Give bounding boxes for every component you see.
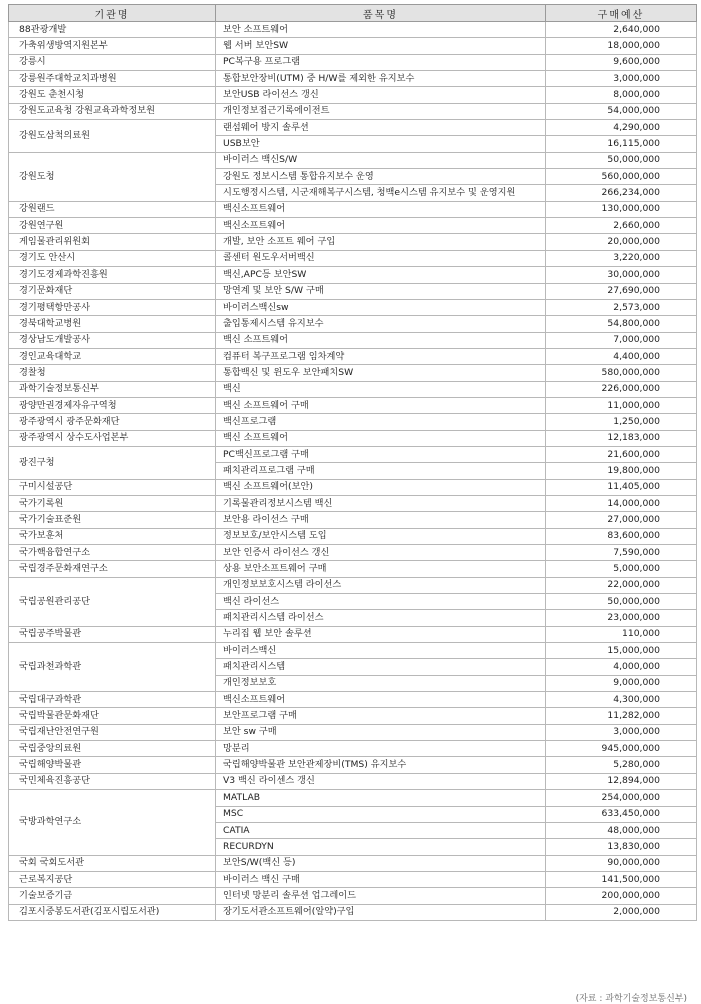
table-row [9,724,697,740]
item-cell: 백신프로그램 [216,414,546,430]
org-cell: 국립공주박물관 [9,626,216,642]
table-row [9,348,697,364]
item-cell: 보안S/W(백신 등) [216,855,546,871]
table-row [9,528,697,544]
item-cell: 기록물관리정보시스템 백신 [216,495,546,511]
item-cell: 바이러스 백신 구매 [216,871,546,887]
table-row [9,643,697,659]
budget-cell: 2,640,000 [546,22,697,38]
budget-cell: 2,000,000 [546,904,697,920]
item-cell: 망연계 및 보안 S/W 구매 [216,283,546,299]
org-cell: 김포시중봉도서관(김포시립도서관) [9,904,216,920]
budget-cell: 11,000,000 [546,397,697,413]
table-row [9,414,697,430]
table-row [9,757,697,773]
table-row [9,871,697,887]
item-cell: 망분리 [216,741,546,757]
table-row [9,397,697,413]
org-cell: 과학기술정보통신부 [9,381,216,397]
table-row [9,692,697,708]
item-cell: 통합보안장비(UTM) 중 H/W를 제외한 유지보수 [216,71,546,87]
item-cell: 백신 [216,381,546,397]
item-cell: 출입통제시스템 유지보수 [216,316,546,332]
table-row [9,626,697,642]
item-cell: 개인정보접근기록에이전트 [216,103,546,119]
org-cell: 경인교육대학교 [9,348,216,364]
budget-cell: 16,115,000 [546,136,697,152]
item-cell: 백신 소프트웨어 [216,430,546,446]
budget-cell: 633,450,000 [546,806,697,822]
table-row [9,561,697,577]
item-cell: 패치관리프로그램 구매 [216,463,546,479]
item-cell: 개인정보보호 [216,675,546,691]
org-cell: 국립해양박물관 [9,757,216,773]
budget-cell: 2,573,000 [546,299,697,315]
table-row [9,741,697,757]
budget-cell: 4,300,000 [546,692,697,708]
table-row [9,234,697,250]
org-cell: 국립대구과학관 [9,692,216,708]
table-row [9,250,697,266]
org-cell: 광진구청 [9,446,216,479]
org-cell: 강원도청 [9,152,216,201]
item-cell: 웹 서버 보안SW [216,38,546,54]
table-row [9,218,697,234]
item-cell: 컴퓨터 복구프로그램 임차계약 [216,348,546,364]
org-cell: 강원도삼척의료원 [9,120,216,153]
org-cell: 경기도 안산시 [9,250,216,266]
table-row [9,365,697,381]
table-row [9,87,697,103]
budget-cell: 226,000,000 [546,381,697,397]
budget-cell: 12,894,000 [546,773,697,789]
table-row [9,267,697,283]
table-row [9,103,697,119]
budget-cell: 7,000,000 [546,332,697,348]
org-cell: 국가보훈처 [9,528,216,544]
budget-cell: 4,400,000 [546,348,697,364]
budget-cell: 200,000,000 [546,888,697,904]
budget-cell: 11,405,000 [546,479,697,495]
budget-cell: 27,000,000 [546,512,697,528]
item-cell: PC복구용 프로그램 [216,54,546,70]
table-row [9,71,697,87]
org-cell: 국립경주문화재연구소 [9,561,216,577]
org-cell: 국회 국회도서관 [9,855,216,871]
org-cell: 경기평택항만공사 [9,299,216,315]
budget-cell: 3,000,000 [546,724,697,740]
item-cell: 시도행정시스템, 시군재해복구시스템, 청백e시스템 유지보수 및 운영지원 [216,185,546,201]
table-row [9,201,697,217]
item-cell: MATLAB [216,790,546,806]
item-cell: 정보보호/보안시스템 도입 [216,528,546,544]
budget-cell: 13,830,000 [546,839,697,855]
header-row [9,5,697,22]
org-cell: 국립박물관문화재단 [9,708,216,724]
budget-cell: 21,600,000 [546,446,697,462]
item-cell: 콜센터 원도우서버백신 [216,250,546,266]
budget-cell: 20,000,000 [546,234,697,250]
org-cell: 강원랜드 [9,201,216,217]
budget-cell: 130,000,000 [546,201,697,217]
org-cell: 국방과학연구소 [9,790,216,855]
org-cell: 광주광역시 상수도사업본부 [9,430,216,446]
budget-cell: 54,000,000 [546,103,697,119]
org-cell: 구미시설공단 [9,479,216,495]
table-row [9,430,697,446]
table-row [9,495,697,511]
budget-cell: 7,590,000 [546,545,697,561]
org-cell: 국가핵융합연구소 [9,545,216,561]
item-cell: 백신소프트웨어 [216,218,546,234]
budget-cell: 54,800,000 [546,316,697,332]
item-cell: 바이러스 백신S/W [216,152,546,168]
item-cell: 보안용 라이선스 구매 [216,512,546,528]
item-cell: 백신소프트웨어 [216,201,546,217]
budget-cell: 30,000,000 [546,267,697,283]
org-cell: 근로복지공단 [9,871,216,887]
table-row [9,790,697,806]
budget-cell: 560,000,000 [546,169,697,185]
budget-cell: 2,660,000 [546,218,697,234]
table-row [9,299,697,315]
table-row [9,479,697,495]
budget-cell: 22,000,000 [546,577,697,593]
budget-cell: 8,000,000 [546,87,697,103]
budget-cell: 4,000,000 [546,659,697,675]
item-cell: 바이러스백신 [216,643,546,659]
table-row [9,446,697,462]
item-cell: 상용 보안소프트웨어 구매 [216,561,546,577]
org-cell: 국가기록원 [9,495,216,511]
item-cell: RECURDYN [216,839,546,855]
budget-table [8,4,697,921]
item-cell: 개발, 보안 소프트 웨어 구입 [216,234,546,250]
table-row [9,120,697,136]
org-cell: 국민체육진흥공단 [9,773,216,789]
budget-cell: 4,290,000 [546,120,697,136]
org-cell: 경기문화재단 [9,283,216,299]
item-cell: 백신,APC등 보안SW [216,267,546,283]
org-cell: 경상남도개발공사 [9,332,216,348]
org-cell: 강원도 춘천시청 [9,87,216,103]
item-cell: 보안 소프트웨어 [216,22,546,38]
org-cell: 국립과천과학관 [9,643,216,692]
item-cell: 인터넷 망분리 솔루션 업그레이드 [216,888,546,904]
org-cell: 국립재난안전연구원 [9,724,216,740]
org-cell: 경북대학교병원 [9,316,216,332]
item-cell: 백신 소프트웨어 [216,332,546,348]
org-cell: 게임물관리위원회 [9,234,216,250]
table-row [9,904,697,920]
budget-cell: 5,000,000 [546,561,697,577]
budget-cell: 580,000,000 [546,365,697,381]
table-row [9,855,697,871]
budget-cell: 14,000,000 [546,495,697,511]
table-row [9,332,697,348]
org-cell: 강원연구원 [9,218,216,234]
table-row [9,152,697,168]
item-cell: 바이러스백신sw [216,299,546,315]
org-cell: 강릉시 [9,54,216,70]
budget-cell: 18,000,000 [546,38,697,54]
budget-cell: 48,000,000 [546,822,697,838]
budget-cell: 5,280,000 [546,757,697,773]
org-cell: 가축위생방역지원본부 [9,38,216,54]
org-cell: 국립공원관리공단 [9,577,216,626]
table-row [9,38,697,54]
budget-cell: 141,500,000 [546,871,697,887]
table-row [9,316,697,332]
budget-cell: 110,000 [546,626,697,642]
table-row [9,708,697,724]
table-row [9,512,697,528]
item-cell: V3 백신 라이센스 갱신 [216,773,546,789]
budget-cell: 27,690,000 [546,283,697,299]
budget-cell: 945,000,000 [546,741,697,757]
budget-cell: 19,800,000 [546,463,697,479]
item-cell: 패치관리시스템 [216,659,546,675]
budget-cell: 83,600,000 [546,528,697,544]
budget-cell: 15,000,000 [546,643,697,659]
item-cell: 보안USB 라이선스 갱신 [216,87,546,103]
org-cell: 기술보증기금 [9,888,216,904]
budget-cell: 11,282,000 [546,708,697,724]
table-body [9,22,697,921]
org-cell: 광주광역시 광주문화재단 [9,414,216,430]
item-cell: CATIA [216,822,546,838]
item-cell: 백신 라이선스 [216,594,546,610]
budget-cell: 3,220,000 [546,250,697,266]
table-row [9,888,697,904]
header-org: 기관명 [9,5,216,22]
budget-cell: 12,183,000 [546,430,697,446]
item-cell: 백신소프트웨어 [216,692,546,708]
table-row [9,577,697,593]
header-budget: 구매예산 [546,5,697,22]
table-row [9,22,697,38]
budget-cell: 9,600,000 [546,54,697,70]
budget-cell: 50,000,000 [546,152,697,168]
item-cell: 보안프로그램 구매 [216,708,546,724]
item-cell: 누리집 웹 보안 솔루션 [216,626,546,642]
header-item: 품목명 [216,5,546,22]
budget-cell: 266,234,000 [546,185,697,201]
item-cell: 통합백신 및 윈도우 보안패치SW [216,365,546,381]
table-row [9,283,697,299]
org-cell: 강릉원주대학교치과병원 [9,71,216,87]
budget-cell: 1,250,000 [546,414,697,430]
item-cell: 국립해양박물관 보안관제장비(TMS) 유지보수 [216,757,546,773]
item-cell: 강원도 정보시스템 통합유지보수 운영 [216,169,546,185]
source-note: (자료 : 과학기술정보통신부) [575,994,687,1004]
budget-cell: 50,000,000 [546,594,697,610]
org-cell: 국립중앙의료원 [9,741,216,757]
item-cell: 장기도서관소프트웨어(알약)구입 [216,904,546,920]
table-row [9,545,697,561]
item-cell: 보안 인증서 라이선스 갱신 [216,545,546,561]
item-cell: MSC [216,806,546,822]
budget-cell: 9,000,000 [546,675,697,691]
org-cell: 광양만권경제자유구역청 [9,397,216,413]
budget-cell: 254,000,000 [546,790,697,806]
table-row [9,773,697,789]
budget-cell: 3,000,000 [546,71,697,87]
budget-cell: 90,000,000 [546,855,697,871]
item-cell: PC백신프로그램 구매 [216,446,546,462]
item-cell: 백신 소프트웨어 구매 [216,397,546,413]
table-row [9,54,697,70]
org-cell: 경찰청 [9,365,216,381]
org-cell: 88관광개발 [9,22,216,38]
org-cell: 강원도교육청 강원교육과학정보원 [9,103,216,119]
item-cell: 백신 소프트웨어(보안) [216,479,546,495]
item-cell: 개인정보보호시스템 라이선스 [216,577,546,593]
budget-cell: 23,000,000 [546,610,697,626]
item-cell: 보안 sw 구매 [216,724,546,740]
org-cell: 국가기술표준원 [9,512,216,528]
item-cell: USB보안 [216,136,546,152]
item-cell: 패치관리시스템 라이선스 [216,610,546,626]
org-cell: 경기도경제과학진흥원 [9,267,216,283]
table-row [9,381,697,397]
item-cell: 랜섬웨어 방지 솔루션 [216,120,546,136]
